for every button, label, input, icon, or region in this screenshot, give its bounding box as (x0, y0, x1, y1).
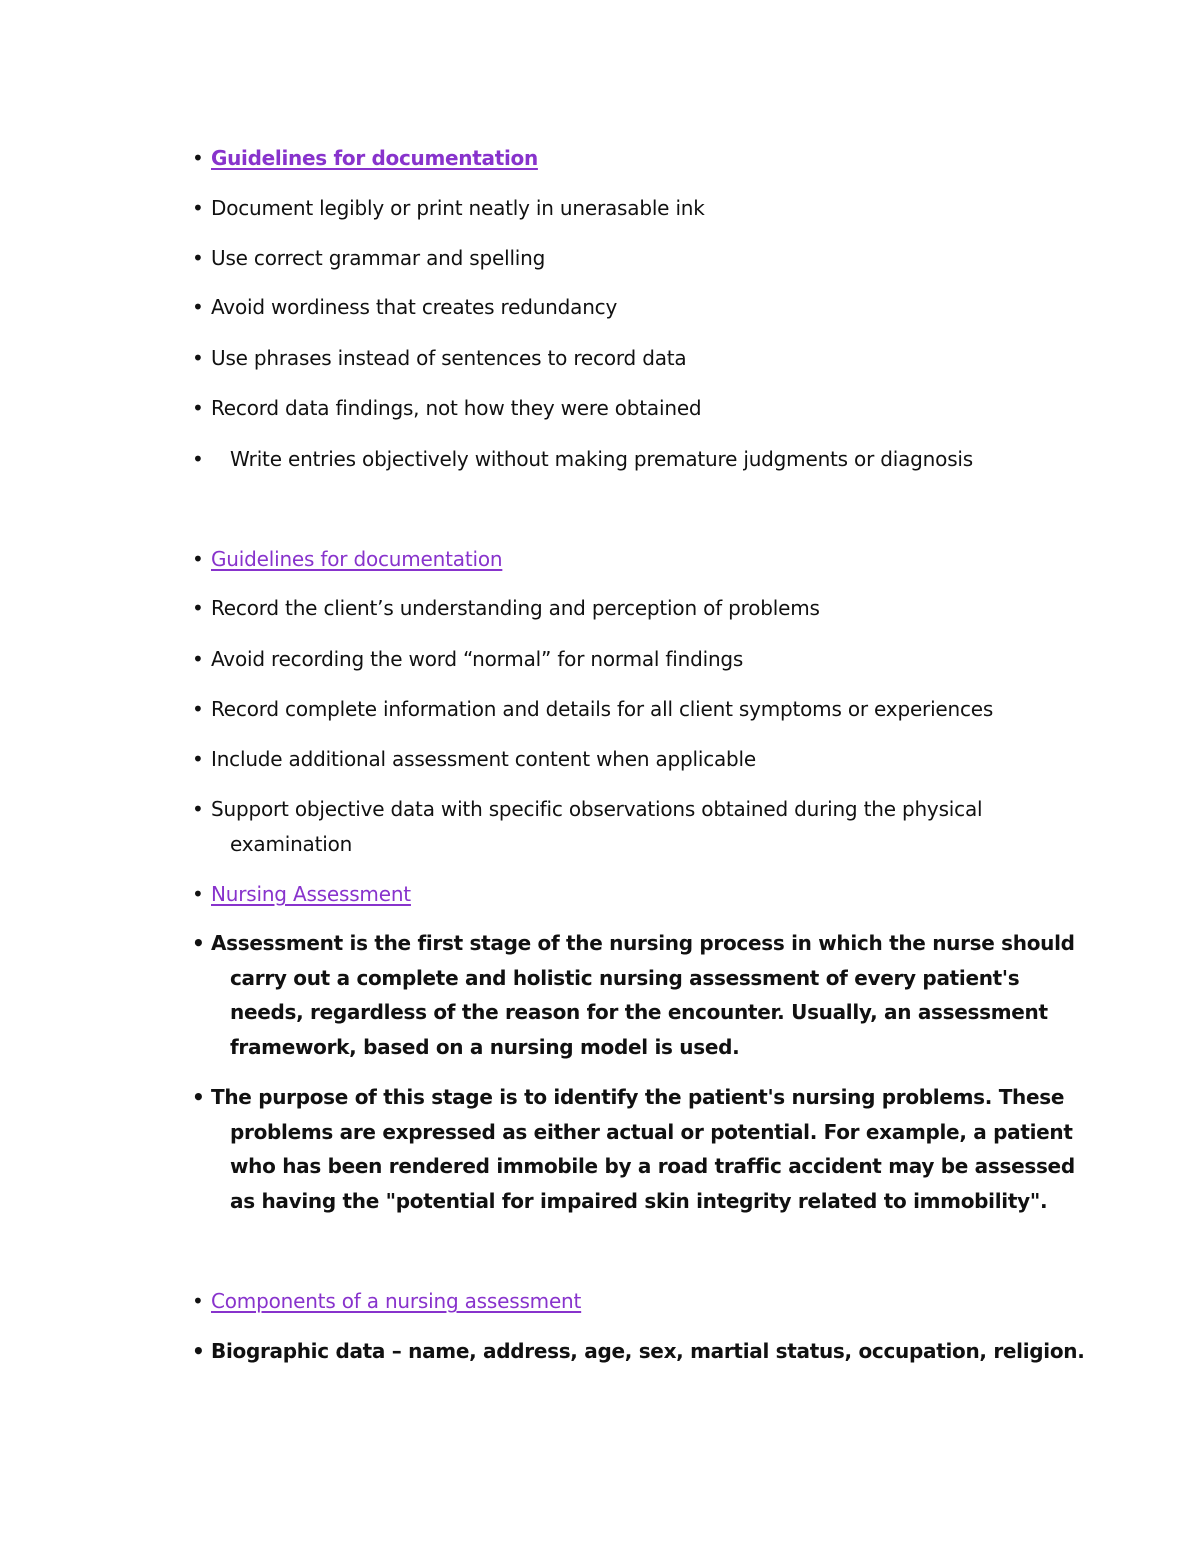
bullet: • (192, 146, 204, 170)
list-item (192, 241, 1072, 276)
list-item-text: Avoid wordiness that creates redundancy (211, 295, 618, 319)
paragraph-line: problems are expressed as either actual or potential. For example, a patient (230, 1119, 1073, 1144)
list-item (192, 442, 1072, 477)
paragraph-line: The purpose of this stage is to identify the patient's nursing problems. These (211, 1085, 1065, 1109)
bullet: • (192, 547, 204, 571)
list-item (192, 591, 1072, 626)
section2-heading-item (192, 542, 1072, 577)
list-item-text: Record data findings, not how they were obtained (211, 396, 702, 420)
bullet: • (192, 931, 205, 955)
section1-heading-item (192, 141, 1072, 176)
list-item (192, 341, 1072, 376)
list-item (192, 1334, 1085, 1369)
section2-heading-link[interactable]: Guidelines for documentation (211, 547, 503, 571)
list-item (192, 742, 1072, 777)
bullet: • (192, 647, 204, 671)
section4-heading-item (192, 1284, 1072, 1319)
list-item-text: Biographic data – name, address, age, sex, martial status, occupation, religion. (211, 1339, 1085, 1363)
bullet: • (192, 346, 204, 370)
list-item (192, 391, 1072, 426)
paragraph-line: needs, regardless of the reason for the encounter. Usually, an assessment (230, 1000, 1048, 1024)
bullet: • (192, 447, 204, 471)
list-item (192, 290, 1072, 325)
bullet: • (192, 396, 204, 420)
bullet: • (192, 295, 204, 319)
bullet: • (192, 797, 204, 821)
section1-heading-link[interactable]: Guidelines for documentation (211, 146, 538, 170)
paragraph-line: as having the "potential for impaired skin integrity related to immobility". (230, 1188, 1048, 1213)
bullet: • (192, 1339, 205, 1363)
bullet: • (192, 246, 204, 270)
bullet: • (192, 747, 204, 771)
paragraph-line: who has been rendered immobile by a road traffic accident may be assessed (230, 1154, 1075, 1178)
list-item (192, 692, 1072, 727)
list-item (192, 792, 1072, 861)
bullet: • (192, 596, 204, 620)
list-item-text-line2: examination (230, 831, 353, 856)
bullet: • (192, 882, 204, 906)
paragraph-item (192, 926, 1075, 1064)
list-item-text: Record the client’s understanding and perception of problems (211, 596, 820, 620)
bullet: • (192, 1289, 204, 1313)
list-item-text: Avoid recording the word “normal” for normal findings (211, 647, 744, 671)
paragraph-line: Assessment is the first stage of the nursing process in which the nurse should (211, 931, 1075, 955)
bullet: • (192, 697, 204, 721)
list-item (192, 191, 1072, 226)
paragraph-line: carry out a complete and holistic nursing assessment of every patient's (230, 965, 1020, 990)
list-item-text: Use phrases instead of sentences to record data (211, 346, 687, 370)
list-item-text: Use correct grammar and spelling (211, 246, 546, 270)
bullet: • (192, 196, 204, 220)
list-item-text: Include additional assessment content when applicable (211, 747, 757, 771)
section3-heading-link[interactable]: Nursing Assessment (211, 882, 411, 906)
paragraph-line: framework, based on a nursing model is used. (230, 1034, 740, 1059)
list-item-text: Write entries objectively without making premature judgments or diagnosis (230, 447, 973, 471)
list-item-text-line1: Support objective data with specific observations obtained during the physical (211, 797, 983, 821)
list-item (192, 642, 1072, 677)
bullet: • (192, 1085, 205, 1109)
section4-heading-link[interactable]: Components of a nursing assessment (211, 1289, 582, 1313)
list-item-text: Document legibly or print neatly in unerasable ink (211, 196, 705, 220)
paragraph-item (192, 1080, 1075, 1218)
list-item-text: Record complete information and details for all client symptoms or experiences (211, 697, 994, 721)
section3-heading-item (192, 877, 1072, 912)
